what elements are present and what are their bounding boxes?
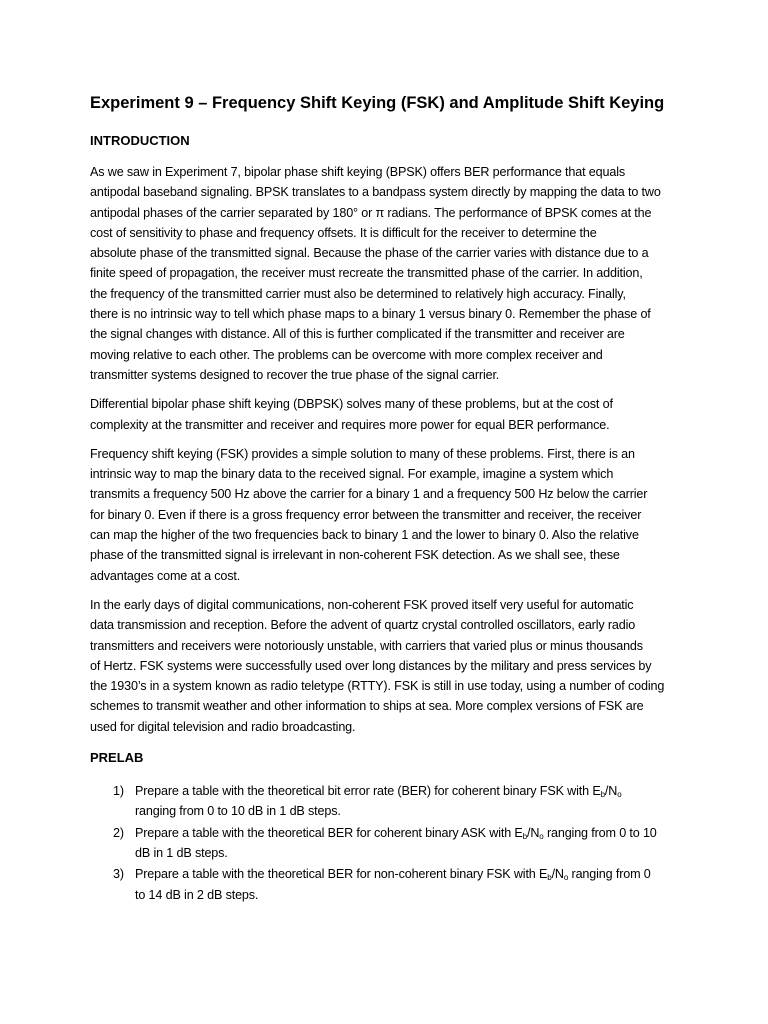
paragraph-line: phase of the transmitted signal is irrelevant in non-coherent FSK detection. As we shall see, these xyxy=(90,548,620,563)
prelab-heading: PRELAB xyxy=(90,750,144,766)
prelab-item-text: b xyxy=(522,831,527,841)
introduction-body xyxy=(90,162,708,737)
prelab-item-text: /N xyxy=(526,825,540,840)
prelab-item xyxy=(90,864,708,905)
paragraph-line: transmits a frequency 500 Hz above the carrier for a binary 1 and a frequency 500 Hz below the carrier xyxy=(90,487,648,502)
prelab-item-text: Prepare a table with the theoretical bit error rate (BER) for coherent binary FSK with E xyxy=(135,784,601,799)
prelab-item-text: Prepare a table with the theoretical BER for non-coherent binary FSK with E xyxy=(135,867,548,882)
prelab-item-number: 2) xyxy=(113,825,124,840)
paragraph-line: the 1930’s in a system known as radio teletype (RTTY). FSK is still in use today, using a number of coding xyxy=(90,679,665,694)
prelab-item xyxy=(90,781,708,822)
paragraph xyxy=(90,595,708,737)
prelab-item-text: o xyxy=(617,790,622,800)
prelab-item-line xyxy=(135,781,708,801)
paragraph-line: transmitter systems designed to recover the true phase of the signal carrier. xyxy=(90,367,500,382)
paragraph-line: for binary 0. Even if there is a gross frequency error between the transmitter and receiver, the receiver xyxy=(90,507,642,522)
introduction-heading: INTRODUCTION xyxy=(90,133,190,148)
paragraph xyxy=(90,162,708,385)
prelab-item-line xyxy=(135,823,708,843)
prelab-item-text: Prepare a table with the theoretical BER for coherent binary ASK with E xyxy=(135,825,523,840)
prelab-item-line: dB in 1 dB steps. xyxy=(135,845,228,860)
prelab-item-text: o xyxy=(563,873,569,883)
prelab-item-number: 3) xyxy=(113,867,124,882)
prelab-item-text: ranging from 0 xyxy=(568,867,651,882)
prelab-item-line: ranging from 0 to 10 dB in 1 dB steps. xyxy=(135,804,341,819)
prelab-item-number: 1) xyxy=(113,784,124,799)
document-title: Experiment 9 – Frequency Shift Keying (FSK) and Amplitude Shift Keying xyxy=(90,94,665,112)
prelab-item-line: to 14 dB in 2 dB steps. xyxy=(135,887,259,902)
paragraph-line: used for digital television and radio broadcasting. xyxy=(90,719,356,734)
paragraph-line: transmitters and receivers were notoriously unstable, with carriers that varied plus or minus thousands xyxy=(90,638,643,653)
paragraph-line: can map the higher of the two frequencies back to binary 1 and the lower to binary 0. Also the relative xyxy=(90,528,639,543)
paragraph-line: In the early days of digital communications, non-coherent FSK proved itself very useful for automatic xyxy=(90,597,634,612)
paragraph-line: the signal changes with distance. All of this is further complicated if the transmitter and receiver are xyxy=(90,327,625,342)
paragraph-line: absolute phase of the transmitted signal. Because the phase of the carrier varies with distance due to a xyxy=(90,246,649,261)
paragraph-line: cost of sensitivity to phase and frequency offsets. It is difficult for the receiver to determine the xyxy=(90,225,597,240)
paragraph-line: antipodal baseband signaling. BPSK translates to a bandpass system directly by mapping the data to two xyxy=(90,185,661,200)
prelab-list xyxy=(90,781,708,905)
paragraph-line: advantages come at a cost. xyxy=(90,568,241,583)
paragraph-line: antipodal phases of the carrier separated by 180° or π radians. The performance of BPSK comes at the xyxy=(90,205,652,220)
paragraph-line: Frequency shift keying (FSK) provides a simple solution to many of these problems. First, there is an xyxy=(90,446,635,461)
paragraph-line: data transmission and reception. Before the advent of quartz crystal controlled oscillators, early radio xyxy=(90,618,636,633)
prelab-item-text: ranging from 0 to 10 xyxy=(543,825,657,840)
paragraph xyxy=(90,394,708,435)
prelab-item-text: b xyxy=(547,873,552,883)
paragraph-line: there is no intrinsic way to tell which phase maps to a binary 1 versus binary 0. Remember the phase of xyxy=(90,307,651,322)
prelab-item-text: o xyxy=(539,831,544,841)
prelab-item-line xyxy=(135,864,708,884)
prelab-item-text: /N xyxy=(551,867,564,882)
paragraph-line: of Hertz. FSK systems were successfully used over long distances by the military and press services by xyxy=(90,658,652,673)
paragraph-line: the frequency of the transmitted carrier must also be determined to relatively high accuracy. Finally, xyxy=(90,286,626,301)
paragraph-line: moving relative to each other. The problems can be overcome with more complex receiver and xyxy=(90,347,603,362)
prelab-item-text: /N xyxy=(604,784,618,799)
prelab-item-text: b xyxy=(600,790,605,800)
paragraph xyxy=(90,444,708,586)
paragraph-line: schemes to transmit weather and other information to ships at sea. More complex versions of FSK are xyxy=(90,699,644,714)
paragraph-line: Differential bipolar phase shift keying (DBPSK) solves many of these problems, but at the cost of xyxy=(90,397,613,412)
prelab-item xyxy=(90,823,708,864)
paragraph-line: As we saw in Experiment 7, bipolar phase shift keying (BPSK) offers BER performance that equals xyxy=(90,165,626,179)
paragraph-line: finite speed of propagation, the receiver must recreate the transmitted phase of the carrier. In addition, xyxy=(90,266,643,281)
paragraph-line: complexity at the transmitter and receiver and requires more power for equal BER performance. xyxy=(90,417,610,432)
paragraph-line: intrinsic way to map the binary data to the received signal. For example, imagine a system which xyxy=(90,467,614,482)
